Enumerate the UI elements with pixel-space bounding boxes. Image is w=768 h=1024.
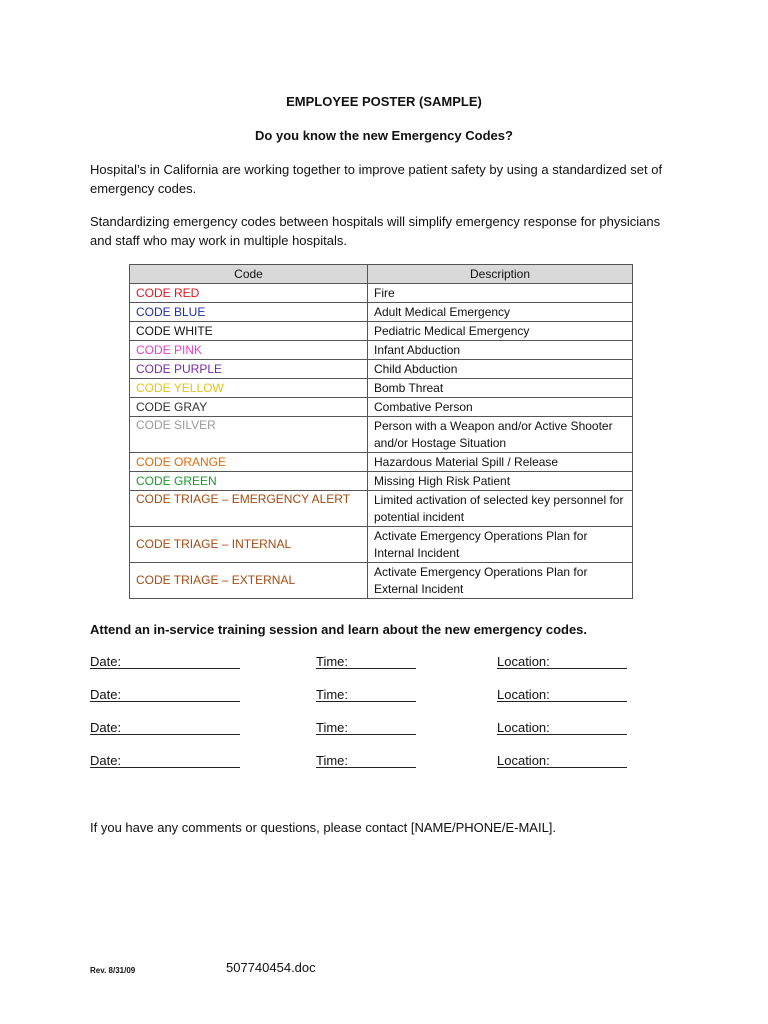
poster-subtitle: Do you know the new Emergency Codes?	[255, 128, 513, 143]
location-blank[interactable]	[497, 687, 627, 702]
description-cell: Person with a Weapon and/or Active Shooter and/or Hostage Situation	[368, 417, 633, 453]
description-cell: Missing High Risk Patient	[368, 472, 633, 491]
location-label: Location:	[497, 720, 550, 735]
description-cell: Activate Emergency Operations Plan for External Incident	[368, 563, 633, 599]
code-cell: CODE TRIAGE – EXTERNAL	[130, 563, 368, 599]
code-cell: CODE TRIAGE – INTERNAL	[130, 527, 368, 563]
time-blank[interactable]	[316, 753, 416, 768]
table-header-row	[130, 265, 633, 284]
code-cell: CODE TRIAGE – EMERGENCY ALERT	[130, 491, 368, 527]
date-label: Date:	[90, 687, 122, 702]
date-label: Date:	[90, 654, 122, 669]
description-cell: Adult Medical Emergency	[368, 303, 633, 322]
location-label: Location:	[497, 753, 550, 768]
table-row	[130, 472, 633, 491]
time-label: Time:	[316, 753, 349, 768]
time-blank[interactable]	[316, 654, 416, 669]
table-row	[130, 563, 633, 599]
code-cell: CODE BLUE	[130, 303, 368, 322]
table-row	[130, 527, 633, 563]
date-blank[interactable]	[90, 720, 240, 735]
date-label: Date:	[90, 720, 122, 735]
table-row	[130, 417, 633, 453]
time-label: Time:	[316, 654, 349, 669]
code-cell: CODE GRAY	[130, 398, 368, 417]
location-label: Location:	[497, 654, 550, 669]
emergency-codes-table	[129, 264, 633, 599]
code-cell: CODE WHITE	[130, 322, 368, 341]
header-description: Description	[368, 265, 633, 284]
table-row	[130, 398, 633, 417]
code-cell: CODE GREEN	[130, 472, 368, 491]
description-cell: Child Abduction	[368, 360, 633, 379]
intro-paragraph-1: Hospital’s in California are working together to improve patient safety by using a standardized set of emergency codes.	[90, 162, 663, 196]
table-row	[130, 491, 633, 527]
table-row	[130, 360, 633, 379]
training-instruction: Attend an in-service training session and learn about the new emergency codes.	[90, 622, 588, 637]
date-blank[interactable]	[90, 687, 240, 702]
description-cell: Hazardous Material Spill / Release	[368, 453, 633, 472]
location-label: Location:	[497, 687, 550, 702]
code-cell: CODE YELLOW	[130, 379, 368, 398]
description-cell: Fire	[368, 284, 633, 303]
date-blank[interactable]	[90, 654, 240, 669]
location-blank[interactable]	[497, 720, 627, 735]
intro-paragraph-2: Standardizing emergency codes between hospitals will simplify emergency response for physicians and staff who may work in multiple hospitals.	[90, 214, 661, 248]
file-name: 507740454.doc	[226, 960, 316, 975]
date-blank[interactable]	[90, 753, 240, 768]
revision-date: Rev. 8/31/09	[90, 966, 136, 975]
table-row	[130, 453, 633, 472]
location-blank[interactable]	[497, 654, 627, 669]
description-cell: Activate Emergency Operations Plan for Internal Incident	[368, 527, 633, 563]
table-row	[130, 341, 633, 360]
table-row	[130, 322, 633, 341]
code-cell: CODE SILVER	[130, 417, 368, 453]
header-code: Code	[130, 265, 368, 284]
session-line	[90, 753, 690, 773]
time-blank[interactable]	[316, 687, 416, 702]
table-row	[130, 379, 633, 398]
description-cell: Pediatric Medical Emergency	[368, 322, 633, 341]
session-line	[90, 720, 690, 740]
date-label: Date:	[90, 753, 122, 768]
code-cell: CODE RED	[130, 284, 368, 303]
code-cell: CODE PURPLE	[130, 360, 368, 379]
time-label: Time:	[316, 687, 349, 702]
session-line	[90, 654, 690, 674]
table-row	[130, 284, 633, 303]
contact-note: If you have any comments or questions, please contact [NAME/PHONE/E-MAIL].	[90, 820, 557, 835]
code-cell: CODE ORANGE	[130, 453, 368, 472]
description-cell: Combative Person	[368, 398, 633, 417]
description-cell: Bomb Threat	[368, 379, 633, 398]
table-row	[130, 303, 633, 322]
location-blank[interactable]	[497, 753, 627, 768]
session-line	[90, 687, 690, 707]
description-cell: Limited activation of selected key personnel for potential incident	[368, 491, 633, 527]
description-cell: Infant Abduction	[368, 341, 633, 360]
time-label: Time:	[316, 720, 349, 735]
poster-title: EMPLOYEE POSTER (SAMPLE)	[286, 94, 482, 109]
time-blank[interactable]	[316, 720, 416, 735]
code-cell: CODE PINK	[130, 341, 368, 360]
